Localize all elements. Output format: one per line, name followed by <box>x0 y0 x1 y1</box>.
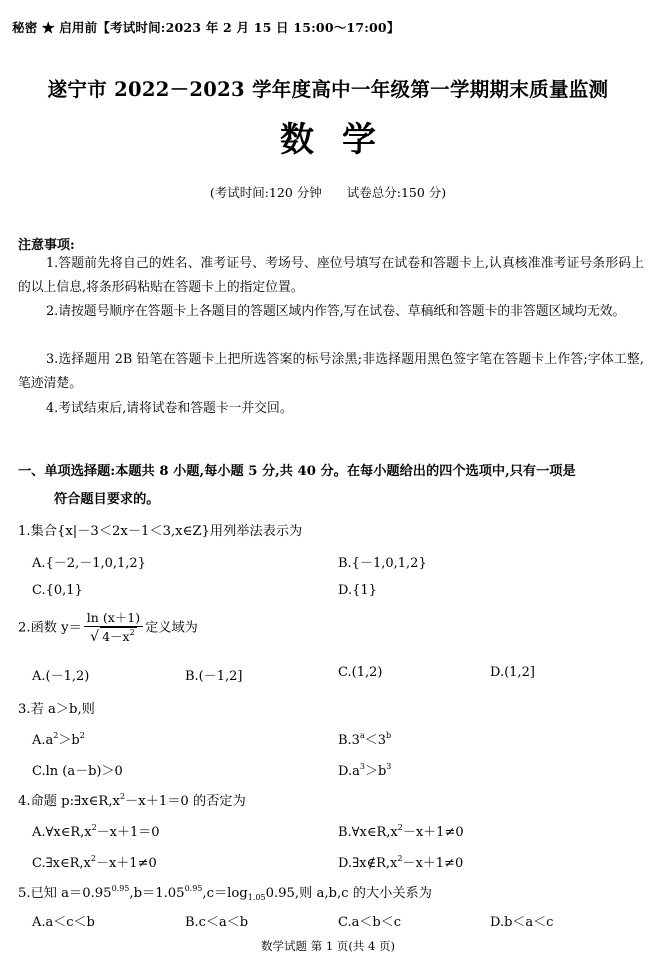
question-4-stem <box>18 790 246 809</box>
question-2-option-c: C.(1,2) <box>338 665 383 680</box>
question-2-radicand <box>100 627 137 645</box>
q4b-part1: B.∀x∈R,x <box>338 825 398 840</box>
question-4-option-a <box>32 821 160 840</box>
question-4-option-c <box>32 852 157 871</box>
q5-exp2: 0.95 <box>184 884 203 893</box>
q4d-exp: 2 <box>397 854 403 863</box>
question-2-stem <box>18 610 198 646</box>
q3d-exp2: 3 <box>386 762 392 771</box>
question-4-option-d <box>338 852 463 871</box>
question-2-denominator <box>84 627 143 646</box>
exam-info: (考试时间:120 分钟 试卷总分:150 分) <box>209 185 447 200</box>
question-5-stem <box>18 882 432 901</box>
q3a-part1: A.a <box>32 733 54 748</box>
q4a-exp: 2 <box>91 823 97 832</box>
q4-stem-part1: 4.命题 p:∃x∈R,x <box>18 794 120 809</box>
notice-item-2: 2.请按题号顺序在答题卡上各题目的答题区域内作答,写在试卷、草稿纸和答题卡的非答题区域均无效。 <box>46 304 626 319</box>
question-1-option-b: B.{－1,0,1,2} <box>338 556 427 571</box>
q4c-part1: C.∃x∈R,x <box>32 856 91 871</box>
subject-title: 数学 <box>280 120 404 160</box>
question-1-option-a: A.{－2,－1,0,1,2} <box>32 556 146 571</box>
q4d-part1: D.∃x∉R,x <box>338 856 398 871</box>
q3d-exp1: 3 <box>359 762 365 771</box>
question-3-stem: 3.若 a＞b,则 <box>18 702 95 717</box>
sqrt-symbol: √ <box>90 629 100 645</box>
q4-stem-exp: 2 <box>119 792 126 801</box>
q4a-part2: －x＋1＝0 <box>96 825 160 840</box>
q5-exp1: 0.95 <box>111 884 130 893</box>
q3a-exp1: 2 <box>53 731 59 740</box>
section-line-2: 符合题目要求的。 <box>54 492 160 507</box>
question-2-radicand-exp: 2 <box>129 628 135 637</box>
q3b-exp1: a <box>359 731 365 740</box>
q4c-exp: 2 <box>90 854 96 863</box>
q3a-part2: ＞b <box>58 733 80 748</box>
page-footer: 数学试题 第 1 页(共 4 页) <box>261 939 395 953</box>
q5-part1: 5.已知 a＝0.95 <box>18 886 112 901</box>
q3b-exp2: b <box>386 731 392 740</box>
section-heading <box>18 458 648 514</box>
notice-item-3: 3.选择题用 2B 铅笔在答题卡上把所选答案的标号涂黑;非选择题用黑色签字笔在答题卡上作答;字体工整,笔迹清楚。 <box>18 352 644 391</box>
q3b-part1: B.3 <box>338 733 360 748</box>
question-5-option-d: D.b＜a＜c <box>490 915 554 930</box>
notice-item-1: 1.答题前先将自己的姓名、准考证号、考场号、座位号填写在试卷和答题卡上,认真核准准考证号条形码上的以上信息,将条形码粘贴在答题卡上的指定位置。 <box>18 256 644 295</box>
question-5-option-a: A.a＜c＜b <box>32 915 95 930</box>
question-4-option-b <box>338 821 464 840</box>
q3d-part2: ＞b <box>364 764 387 779</box>
question-2-option-a: A.(－1,2) <box>32 669 90 684</box>
q4-stem-part2: －x＋1＝0 的否定为 <box>125 794 246 809</box>
q5-part3: ,c＝log <box>202 886 248 901</box>
notice-item-4: 4.考试结束后,请将试卷和答题卡一并交回。 <box>46 401 293 416</box>
question-3-option-b <box>338 729 391 748</box>
question-1-stem: 1.集合{x|－3＜2x－1＜3,x∈Z}用列举法表示为 <box>18 524 303 539</box>
question-5-option-b: B.c＜a＜b <box>185 915 249 930</box>
question-3-option-c: C.ln (a－b)＞0 <box>32 764 123 779</box>
question-2-radicand-text: 4－x <box>102 629 130 644</box>
question-2-fraction <box>84 610 143 646</box>
q3d-part1: D.a <box>338 764 360 779</box>
q3a-exp2: 2 <box>79 731 85 740</box>
q5-part2: ,b＝1.05 <box>129 886 185 901</box>
q4c-part2: －x＋1≠0 <box>95 856 157 871</box>
q5-log-base: 1.05 <box>247 893 266 902</box>
q5-part4: 0.95,则 a,b,c 的大小关系为 <box>265 886 432 901</box>
question-3-option-d <box>338 760 391 779</box>
question-2-prefix: 2.函数 y＝ <box>18 620 82 636</box>
question-2-suffix: 定义域为 <box>145 620 198 636</box>
exam-title: 遂宁市 2022－2023 学年度高中一年级第一学期期末质量监测 <box>47 78 609 101</box>
section-line-1: 一、单项选择题:本题共 8 小题,每小题 5 分,共 40 分。在每小题给出的四个选项中,只有一项是 <box>18 464 576 479</box>
question-2-numerator: ln (x＋1) <box>84 610 143 627</box>
question-3-option-a <box>32 729 85 748</box>
q4d-part2: －x＋1≠0 <box>402 856 464 871</box>
q3b-part2: ＜3 <box>364 733 387 748</box>
question-5-option-c: C.a＜b＜c <box>338 915 401 930</box>
question-1-option-c: C.{0,1} <box>32 583 83 598</box>
confidential-header: 秘密 ★ 启用前【考试时间:2023 年 2 月 15 日 15:00～17:00】 <box>12 20 400 35</box>
q4a-part1: A.∀x∈R,x <box>32 825 92 840</box>
notice-heading: 注意事项: <box>18 238 75 253</box>
q4b-part2: －x＋1≠0 <box>402 825 464 840</box>
q4b-exp: 2 <box>397 823 403 832</box>
question-2-option-d: D.(1,2] <box>490 665 535 680</box>
question-1-option-d: D.{1} <box>338 583 377 598</box>
question-2-option-b: B.(－1,2] <box>185 669 243 684</box>
